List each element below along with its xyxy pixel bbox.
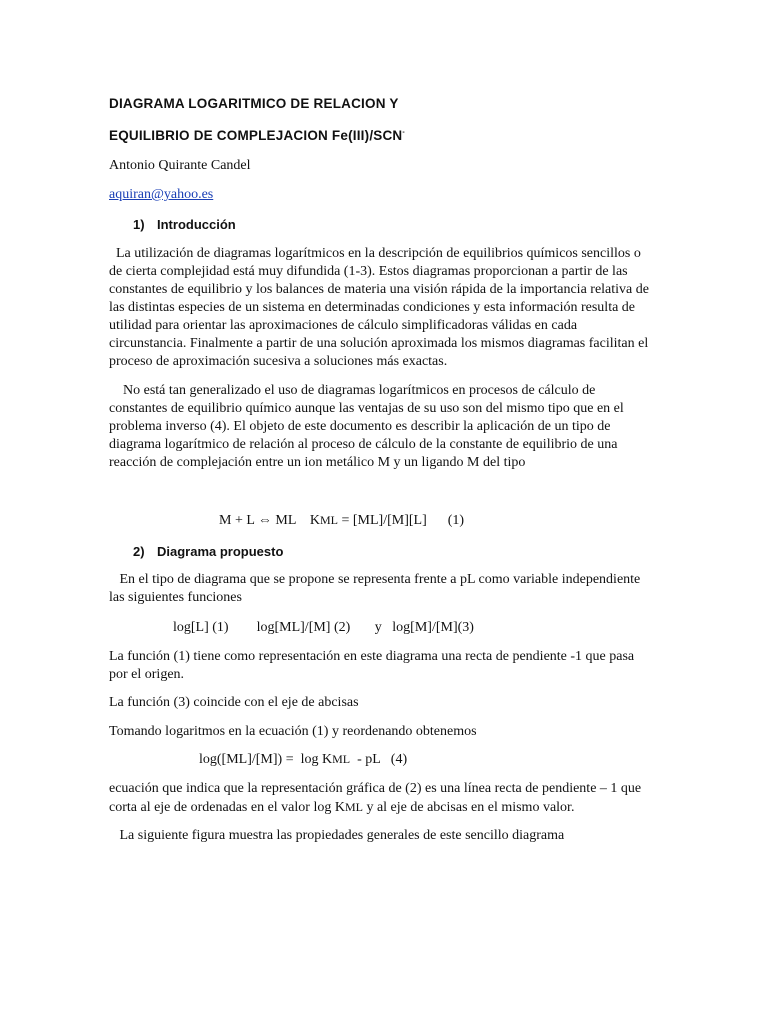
paragraph-intro-1: [109, 245, 661, 371]
text-line: las siguientes funciones: [109, 590, 242, 605]
reaction-constant: = [ML]/[M][L] (1): [337, 513, 465, 528]
paragraph-function-1: [109, 648, 661, 684]
text-line: proceso de aproximación sucesiva a soluciones más exactas.: [109, 354, 448, 369]
text-line: circunstancia. Finalmente a partir de una solución aproximada los mismos diagramas facilitan el: [109, 336, 649, 351]
double-arrow-icon: ⇔: [257, 513, 272, 528]
eq4-right: - pL (4): [350, 752, 408, 767]
k-subscript: ML: [332, 752, 351, 766]
text-line: La utilización de diagramas logarítmicos en la descripción de equilibrios químicos sencillos o: [109, 246, 641, 261]
paragraph-diagram: [109, 571, 661, 607]
text-fragment: corta al eje de ordenadas en el valor log K: [109, 800, 345, 815]
text-line: reacción de complejación entre un ion metálico M y un ligando M del tipo: [109, 455, 526, 470]
section-title: Diagrama propuesto: [157, 544, 284, 559]
k-subscript: ML: [319, 513, 338, 527]
text-line: ecuación que indica que la representación gráfica de (2) es una línea recta de pendiente – 1 que: [109, 781, 642, 796]
text-fragment: y al eje de abcisas en el mismo valor.: [362, 800, 575, 815]
paragraph-figure-intro: La siguiente figura muestra las propiedades generales de este sencillo diagrama: [109, 828, 565, 843]
section-number: 2): [133, 544, 145, 559]
text-line: No está tan generalizado el uso de diagramas logarítmicos en procesos de cálculo de: [109, 383, 596, 398]
text-line: constantes de equilibrio y los balances de materia una visión rápida de la importancia relativa de: [109, 282, 649, 297]
text-line: de cierta complejidad está muy difundida (1-3). Estos diagramas proporcionan a partir de las: [109, 264, 628, 279]
text-line: utilidad para orientar las aproximaciones de cálculo simplificadoras válidas en cada: [109, 318, 578, 333]
title-line-2-text: EQUILIBRIO DE COMPLEJACION Fe(III)/SCN: [109, 128, 403, 143]
text-line: La función (1) tiene como representación en este diagrama una recta de pendiente -1 que pasa: [109, 649, 635, 664]
paragraph-function-3: La función (3) coincide con el eje de abcisas: [109, 695, 359, 710]
text-line: por el origen.: [109, 667, 185, 682]
reaction-right: ML K: [271, 513, 320, 528]
title-line-1: DIAGRAMA LOGARITMICO DE RELACION Y: [109, 96, 399, 111]
text-line: las distintas especies de un sistema en determinadas condiciones y esta información resulta de: [109, 300, 636, 315]
eq4-left: log([ML]/[M]) = log K: [199, 752, 333, 767]
title-line-2: [109, 127, 661, 145]
section-heading-introduccion: [133, 216, 685, 234]
author-email: [109, 186, 661, 204]
title-superscript: -: [402, 129, 405, 136]
section-title: Introducción: [157, 217, 236, 232]
text-line: En el tipo de diagrama que se propone se representa frente a pL como variable independiente: [109, 572, 641, 587]
reaction-left: M + L: [219, 513, 258, 528]
paragraph-intro-2: [109, 382, 661, 472]
text-line: constantes de equilibrio químico aunque las ventajas de su uso son del mismo tipo que en el: [109, 401, 624, 416]
paragraph-eq4-description: [109, 780, 661, 817]
k-subscript: ML: [344, 800, 363, 814]
equation-4: [199, 750, 619, 769]
section-number: 1): [133, 217, 145, 232]
paragraph-taking-logs: Tomando logaritmos en la ecuación (1) y reordenando obtenemos: [109, 724, 477, 739]
equation-functions: log[L] (1) log[ML]/[M] (2) y log[M]/[M](3): [173, 620, 474, 635]
text-line: [109, 798, 661, 817]
email-link[interactable]: aquiran@yahoo.es: [109, 187, 214, 202]
equation-reaction: [219, 511, 639, 530]
text-line: diagrama logarítmico de relación al proceso de cálculo de la constante de equilibrio de una: [109, 437, 618, 452]
section-heading-diagrama: [133, 543, 685, 561]
text-line: problema inverso (4). El objeto de este documento es describir la aplicación de un tipo de: [109, 419, 611, 434]
author-name: Antonio Quirante Candel: [109, 158, 251, 173]
